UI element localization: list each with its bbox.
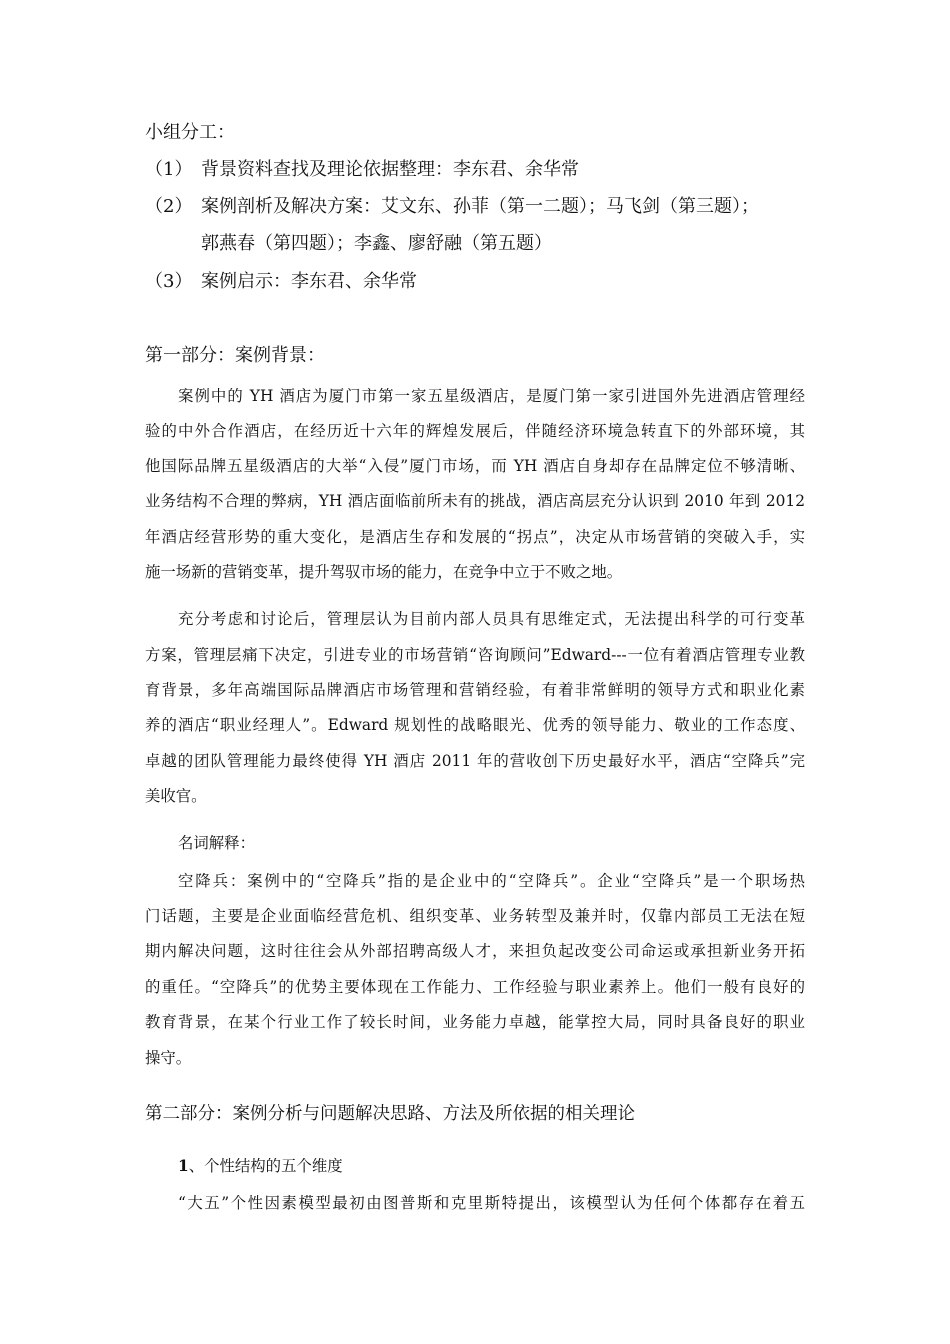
part1-p2-line: 方案，管理层痛下决定，引进专业的市场营销“咨询顾问”Edward---一位有着酒店管理专业教: [145, 646, 805, 664]
part1-p3-line: 操守。: [145, 1049, 192, 1067]
division-item-1-num: （1）: [145, 159, 193, 180]
division-item-3: [145, 270, 417, 294]
part2-subheading-1-num: 1: [178, 1157, 189, 1175]
part1-p3-line: 教育背景，在某个行业工作了较长时间，业务能力卓越，能掌控大局，同时具备良好的职业: [145, 1013, 805, 1031]
division-item-2-text: 案例剖析及解决方案：艾文东、孙菲（第一二题）；马飞剑（第三题）；: [201, 196, 759, 217]
part1-title: 第一部分：案例背景：: [145, 345, 325, 366]
division-item-1: [145, 158, 579, 182]
part1-p2-line: 充分考虑和讨论后，管理层认为目前内部人员具有思维定式，无法提出科学的可行变革: [178, 610, 805, 628]
part2-title: 第二部分：案例分析与问题解决思路、方法及所依据的相关理论: [145, 1104, 635, 1124]
part2-subheading-1: [178, 1155, 343, 1177]
part1-p1-line: 施一场新的营销变革，提升驾驭市场的能力，在竞争中立于不败之地。: [145, 563, 623, 581]
division-item-3-text: 案例启示：李东君、余华常: [201, 271, 417, 292]
part1-p1-line: 他国际品牌五星级酒店的大举“入侵”厦门市场，而 YH 酒店自身却存在品牌定位不够清晰、: [145, 457, 805, 475]
part1-p3-line: 门话题，主要是企业面临经营危机、组织变革、业务转型及兼并时，仅靠内部员工无法在短: [145, 907, 805, 925]
part1-p2-line: 美收官。: [145, 787, 207, 805]
division-item-2-continued: 郭燕春（第四题）；李鑫、廖舒融（第五题）: [201, 233, 552, 254]
part1-p1-line: 业务结构不合理的弊病，YH 酒店面临前所未有的挑战，酒店高层充分认识到 2010 年到 2012: [145, 492, 805, 510]
division-item-2: [145, 195, 759, 219]
division-item-3-num: （3）: [145, 271, 193, 292]
part2-subheading-1-text: 、个性结构的五个维度: [188, 1157, 343, 1175]
part1-p2-line: 卓越的团队管理能力最终使得 YH 酒店 2011 年的营收创下历史最好水平，酒店“空降兵”完: [145, 752, 805, 770]
part1-p2-line: 育背景，多年高端国际品牌酒店市场管理和营销经验，有着非常鲜明的领导方式和职业化素: [145, 681, 805, 699]
part1-p1-line: 案例中的 YH 酒店为厦门市第一家五星级酒店，是厦门第一家引进国外先进酒店管理经: [178, 387, 805, 405]
part1-p3-line: 的重任。“空降兵”的优势主要体现在工作能力、工作经验与职业素养上。他们一般有良好的: [145, 978, 805, 996]
part1-p3-line: 期内解决问题，这时往往会从外部招聘高级人才，来担负起改变公司命运或承担新业务开拓: [145, 942, 805, 960]
part1-p3-line: 空降兵：案例中的“空降兵”指的是企业中的“空降兵”。企业“空降兵”是一个职场热: [178, 872, 805, 890]
part1-p2-line: 养的酒店“职业经理人”。Edward 规划性的战略眼光、优秀的领导能力、敬业的工作态度、: [145, 716, 805, 734]
division-title: 小组分工：: [145, 122, 235, 143]
division-item-1-text: 背景资料查找及理论依据整理：李东君、余华常: [201, 159, 579, 180]
part1-p1-line: 验的中外合作酒店，在经历近十六年的辉煌发展后，伴随经济环境急转直下的外部环境，其: [145, 422, 805, 440]
division-item-2-num: （2）: [145, 196, 193, 217]
part2-p1-line: “大五”个性因素模型最初由图普斯和克里斯特提出，该模型认为任何个体都存在着五: [178, 1194, 805, 1212]
glossary-label: 名词解释：: [178, 834, 255, 852]
part1-p1-line: 年酒店经营形势的重大变化，是酒店生存和发展的“拐点”，决定从市场营销的突破入手，实: [145, 528, 805, 546]
